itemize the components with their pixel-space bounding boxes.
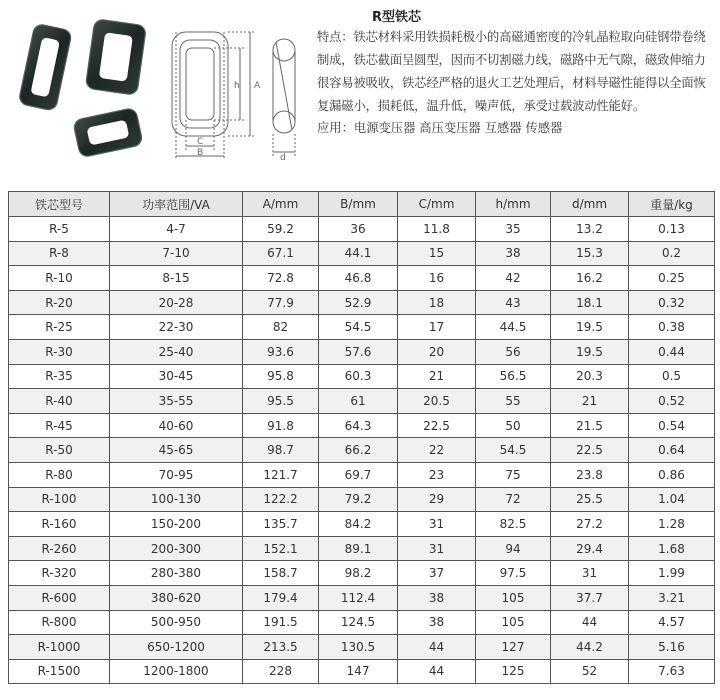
dimension-drawing (158, 22, 308, 162)
table-cell: R-320 (9, 561, 110, 586)
table-cell: 67.1 (243, 241, 319, 266)
table-cell: 1.99 (629, 561, 715, 586)
table-row (9, 266, 715, 291)
column-header: 重量/kg (629, 192, 715, 217)
table-cell: 22.5 (551, 438, 629, 463)
table-cell: 95.5 (243, 389, 319, 414)
table-cell: 52.9 (319, 290, 398, 315)
column-header: 铁芯型号 (9, 192, 110, 217)
table-cell: 75 (476, 462, 551, 487)
table-cell: 1.04 (629, 487, 715, 512)
table-row (9, 438, 715, 463)
large-core-shape (85, 19, 146, 96)
table-row (9, 290, 715, 315)
flat-core-shape (73, 107, 144, 157)
table-cell: 16 (398, 266, 476, 291)
table-cell: 500-950 (110, 610, 243, 635)
table-cell: 72 (476, 487, 551, 512)
table-cell: 21 (398, 364, 476, 389)
table-cell: 60.3 (319, 364, 398, 389)
table-row (9, 462, 715, 487)
table-cell: 16.2 (551, 266, 629, 291)
table-cell: 0.54 (629, 413, 715, 438)
table-cell: 44.5 (476, 315, 551, 340)
table-cell: 228 (243, 659, 319, 684)
table-cell: 43 (476, 290, 551, 315)
table-cell: 95.8 (243, 364, 319, 389)
spec-table (8, 191, 715, 684)
dim-label-c: C (197, 137, 204, 147)
table-cell: 25-40 (110, 339, 243, 364)
table-cell: R-45 (9, 413, 110, 438)
table-cell: R-10 (9, 266, 110, 291)
product-title: R型铁芯 (372, 10, 422, 25)
table-cell: 98.7 (243, 438, 319, 463)
column-header: 功率范围/VA (110, 192, 243, 217)
table-cell: 94 (476, 536, 551, 561)
description-text: 特点：铁芯材料采用铁损耗极小的高磁通密度的冷轧晶粒取向硅钢带卷绕制成，铁芯截面呈圆型，因而不切割磁力线，磁路中无气隙，磁致伸缩力很容易被吸收，铁芯经严格的退火工艺处理后，材料导磁性能得以全面恢复漏磁小，损耗低，温升低，噪声低，承受过载波动性能好。 (317, 30, 706, 113)
table-cell: 135.7 (243, 512, 319, 537)
table-cell: R-5 (9, 217, 110, 242)
table-cell: 37.7 (551, 585, 629, 610)
table-cell: 280-380 (110, 561, 243, 586)
table-row (9, 389, 715, 414)
table-cell: 31 (398, 536, 476, 561)
table-cell: 45-65 (110, 438, 243, 463)
table-cell: 0.2 (629, 241, 715, 266)
table-cell: R-20 (9, 290, 110, 315)
table-cell: 31 (551, 561, 629, 586)
table-cell: 380-620 (110, 585, 243, 610)
table-cell: 191.5 (243, 610, 319, 635)
table-cell: 112.4 (319, 585, 398, 610)
table-cell: 5.16 (629, 635, 715, 660)
table-cell: 40-60 (110, 413, 243, 438)
table-row (9, 339, 715, 364)
dim-label-d: d (280, 153, 286, 162)
table-cell: R-30 (9, 339, 110, 364)
table-cell: 35 (476, 217, 551, 242)
table-body (9, 217, 715, 684)
table-cell: 20-28 (110, 290, 243, 315)
table-cell: 23 (398, 462, 476, 487)
table-cell: 1200-1800 (110, 659, 243, 684)
table-cell: 19.5 (551, 315, 629, 340)
table-cell: 42 (476, 266, 551, 291)
table-cell: 21 (551, 389, 629, 414)
side-view (273, 39, 295, 158)
table-cell: 4.57 (629, 610, 715, 635)
table-cell: 54.5 (476, 438, 551, 463)
table-row (9, 413, 715, 438)
table-cell: R-25 (9, 315, 110, 340)
table-cell: R-8 (9, 241, 110, 266)
table-cell: 13.2 (551, 217, 629, 242)
table-cell: 91.8 (243, 413, 319, 438)
table-cell: 38 (476, 241, 551, 266)
table-cell: 23.8 (551, 462, 629, 487)
table-row (9, 487, 715, 512)
table-cell: 38 (398, 610, 476, 635)
table-cell: 44 (398, 635, 476, 660)
table-cell: 82.5 (476, 512, 551, 537)
table-row (9, 315, 715, 340)
table-cell: 1.68 (629, 536, 715, 561)
table-cell: 69.7 (319, 462, 398, 487)
table-cell: 150-200 (110, 512, 243, 537)
table-cell: R-260 (9, 536, 110, 561)
table-cell: 59.2 (243, 217, 319, 242)
table-row (9, 610, 715, 635)
table-cell: 27.2 (551, 512, 629, 537)
table-cell: 15 (398, 241, 476, 266)
table-cell: R-600 (9, 585, 110, 610)
table-cell: 0.32 (629, 290, 715, 315)
table-cell: 0.13 (629, 217, 715, 242)
front-view (172, 32, 254, 160)
table-cell: 22-30 (110, 315, 243, 340)
column-header: B/mm (319, 192, 398, 217)
table-cell: 3.21 (629, 585, 715, 610)
table-cell: 0.86 (629, 462, 715, 487)
r-core-photo (6, 18, 152, 158)
table-cell: 0.5 (629, 364, 715, 389)
table-cell: 98.2 (319, 561, 398, 586)
table-cell: 20.5 (398, 389, 476, 414)
table-cell: 7-10 (110, 241, 243, 266)
table-cell: 36 (319, 217, 398, 242)
table-cell: 84.2 (319, 512, 398, 537)
table-cell: 21.5 (551, 413, 629, 438)
table-cell: 82 (243, 315, 319, 340)
table-cell: 0.52 (629, 389, 715, 414)
table-cell: 152.1 (243, 536, 319, 561)
table-cell: 7.63 (629, 659, 715, 684)
table-cell: 30-45 (110, 364, 243, 389)
table-cell: R-35 (9, 364, 110, 389)
column-header: h/mm (476, 192, 551, 217)
table-cell: 56 (476, 339, 551, 364)
table-cell: R-160 (9, 512, 110, 537)
table-cell: 4-7 (110, 217, 243, 242)
product-description (317, 26, 715, 118)
table-cell: R-1500 (9, 659, 110, 684)
table-cell: 44.1 (319, 241, 398, 266)
dim-label-a: A (254, 81, 261, 91)
table-cell: 31 (398, 512, 476, 537)
table-row (9, 561, 715, 586)
table-cell: 44 (551, 610, 629, 635)
table-cell: 20 (398, 339, 476, 364)
table-cell: 17 (398, 315, 476, 340)
table-row (9, 635, 715, 660)
table-cell: 121.7 (243, 462, 319, 487)
dim-label-h: h (234, 81, 240, 91)
table-cell: 0.44 (629, 339, 715, 364)
table-cell: 55 (476, 389, 551, 414)
table-header-row (9, 192, 715, 217)
table-cell: 18 (398, 290, 476, 315)
table-cell: 77.9 (243, 290, 319, 315)
table-cell: 50 (476, 413, 551, 438)
table-row (9, 241, 715, 266)
table-cell: 650-1200 (110, 635, 243, 660)
table-cell: 70-95 (110, 462, 243, 487)
dim-label-b: B (197, 148, 204, 158)
product-header (0, 0, 720, 175)
table-cell: 0.25 (629, 266, 715, 291)
table-cell: 158.7 (243, 561, 319, 586)
column-header: d/mm (551, 192, 629, 217)
table-cell: 19.5 (551, 339, 629, 364)
table-cell: 64.3 (319, 413, 398, 438)
table-cell: 15.3 (551, 241, 629, 266)
table-cell: 127 (476, 635, 551, 660)
table-cell: 130.5 (319, 635, 398, 660)
table-cell: 79.2 (319, 487, 398, 512)
table-cell: 8-15 (110, 266, 243, 291)
table-cell: 0.38 (629, 315, 715, 340)
table-cell: 20.3 (551, 364, 629, 389)
table-cell: 213.5 (243, 635, 319, 660)
table-cell: 89.1 (319, 536, 398, 561)
table-cell: R-80 (9, 462, 110, 487)
table-cell: 57.6 (319, 339, 398, 364)
table-cell: 25.5 (551, 487, 629, 512)
table-cell: 44.2 (551, 635, 629, 660)
table-cell: 125 (476, 659, 551, 684)
table-cell: R-100 (9, 487, 110, 512)
table-cell: 1.28 (629, 512, 715, 537)
table-cell: 22.5 (398, 413, 476, 438)
table-cell: 147 (319, 659, 398, 684)
table-cell: 38 (398, 585, 476, 610)
table-row (9, 364, 715, 389)
table-cell: R-50 (9, 438, 110, 463)
table-cell: 44 (398, 659, 476, 684)
column-header: A/mm (243, 192, 319, 217)
column-header: C/mm (398, 192, 476, 217)
table-cell: 29.4 (551, 536, 629, 561)
table-cell: 56.5 (476, 364, 551, 389)
table-cell: 54.5 (319, 315, 398, 340)
table-cell: 61 (319, 389, 398, 414)
table-cell: 22 (398, 438, 476, 463)
table-row (9, 217, 715, 242)
table-cell: 200-300 (110, 536, 243, 561)
table-cell: 179.4 (243, 585, 319, 610)
table-cell: 18.1 (551, 290, 629, 315)
table-cell: 105 (476, 610, 551, 635)
table-row (9, 659, 715, 684)
table-row (9, 585, 715, 610)
spec-table-wrapper (8, 191, 714, 684)
table-row (9, 512, 715, 537)
table-cell: 0.64 (629, 438, 715, 463)
table-cell: 37 (398, 561, 476, 586)
table-cell: 100-130 (110, 487, 243, 512)
table-cell: R-40 (9, 389, 110, 414)
table-cell: 93.6 (243, 339, 319, 364)
table-cell: 124.5 (319, 610, 398, 635)
table-cell: R-1000 (9, 635, 110, 660)
table-cell: 97.5 (476, 561, 551, 586)
table-cell: 72.8 (243, 266, 319, 291)
table-cell: 35-55 (110, 389, 243, 414)
table-row (9, 536, 715, 561)
table-cell: 105 (476, 585, 551, 610)
application-text: 应用：电源变压器 高压变压器 互感器 传感器 (317, 121, 563, 135)
table-cell: 122.2 (243, 487, 319, 512)
table-cell: 66.2 (319, 438, 398, 463)
table-cell: 11.8 (398, 217, 476, 242)
table-cell: R-800 (9, 610, 110, 635)
table-cell: 52 (551, 659, 629, 684)
table-cell: 46.8 (319, 266, 398, 291)
tall-core-shape (18, 23, 72, 111)
table-cell: 29 (398, 487, 476, 512)
